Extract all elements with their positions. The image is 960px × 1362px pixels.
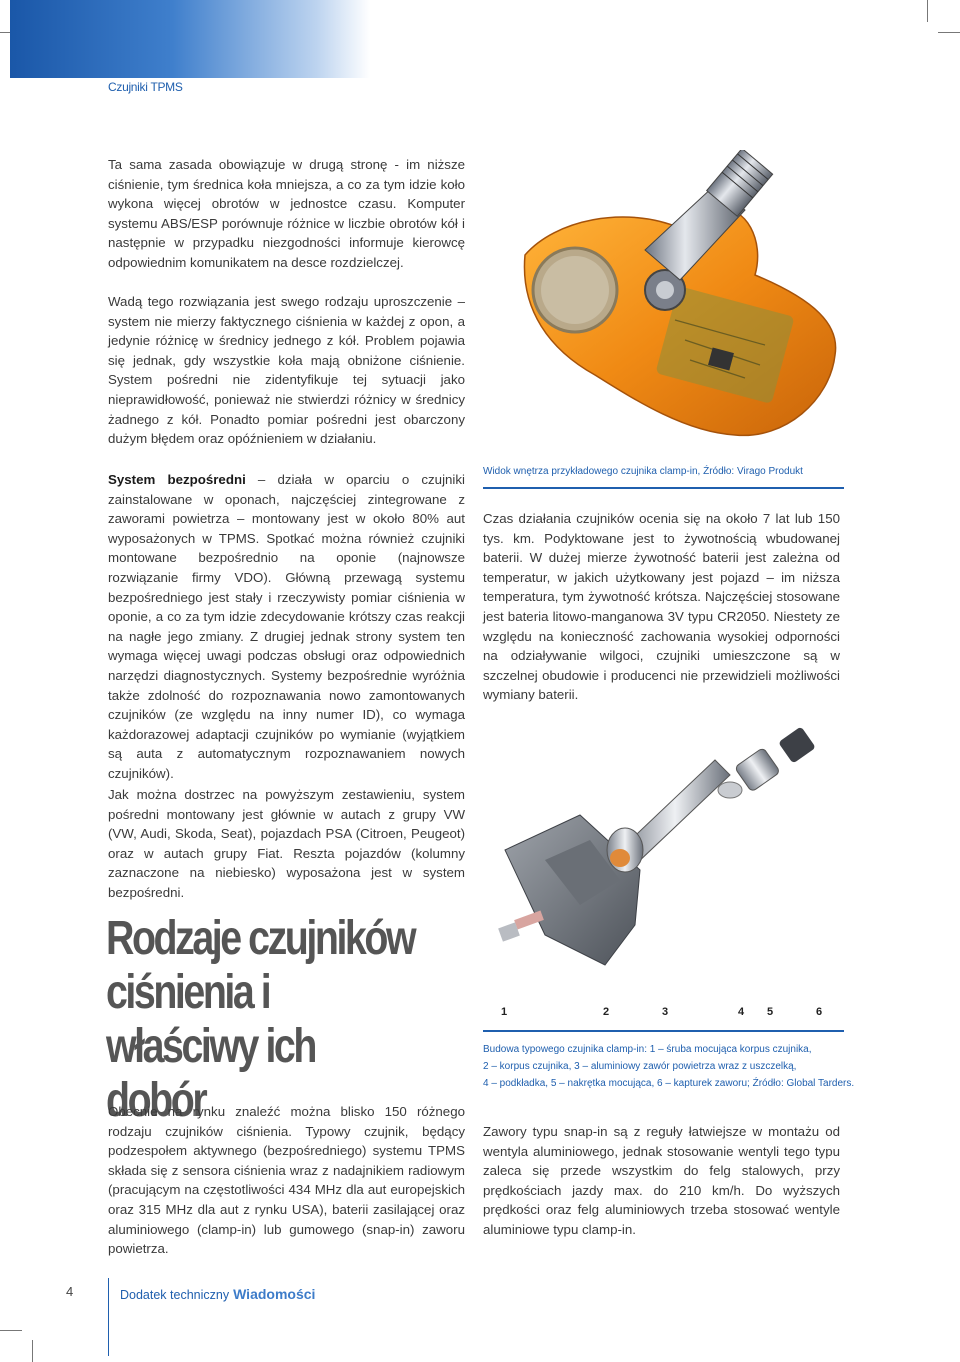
- caption-rule: [483, 487, 844, 489]
- running-head-bold: TPMS: [150, 80, 183, 94]
- part-number-1: 1: [501, 1006, 508, 1018]
- part-number-2: 2: [603, 1006, 610, 1018]
- crop-mark: [32, 1340, 33, 1362]
- section-heading: Rodzaje czujników ciśnienia i właściwy ich dobór: [106, 912, 415, 1127]
- right-paragraph-2: Zawory typu snap-in są z reguły łatwiejsze w montażu od wentyla aluminiowego, jednak stosowanie wentyli tego typu zaleca się przede wszystkim do felg stalowych, przy prędkościach jazdy max. do 210 km/h. Do wyższych prędkości oraz felg aluminiowych trzeba stosować wentyle aluminiowe typu clamp-in.: [483, 1124, 840, 1237]
- footer-rule: [108, 1278, 109, 1356]
- caption-rule-2: [483, 1030, 844, 1032]
- right-paragraph-1: Czas działania czujników ocenia się na około 7 lat lub 150 tys. km. Podyktowane jest to żywotnością wbudowanej baterii. W dużej mierze żywotność baterii jest zależna od temperatur, w jakich użytkowany jest pojazd – im niższa temperatura, tym żywotność krótsza. Najczęściej stosowane jest bateria litowo-manganowa 3V typu CR2050. Niestety ze względu na konieczność zachowania wysokiej odporności na odziaływanie wilgoci, czujniki umieszczone są w szczelnej obudowie i producenci nie przewidzieli możliwości wymiany baterii.: [483, 511, 840, 703]
- left-paragraph-4: Jak można dostrzec na powyższym zestawieniu, system pośredni montowany jest głównie w autach z grupy VW (VW, Audi, Skoda, Seat), pojazdach PSA (Citroen, Peugeot) oraz w autach grupy Fiat. Reszta pojazdów (kolumny zaznaczone na niebiesko) wyposażona jest w system bezpośredni.: [108, 787, 465, 900]
- sensor-interior-image: [515, 150, 855, 450]
- part-number-5: 5: [767, 1006, 774, 1018]
- left-paragraph-3: System bezpośredni – działa w oparciu o czujniki zainstalowane w oponach, najczęściej zintegrowane z zaworami powietrza – montowany jest w około 80% aut wyposażonych w TPMS. Spotkać można również czujniki montowane bezpośrednio na oponie (najnowsze rozwiązanie firmy VDO). Główną przewagą systemu bezpośredniego jest stały i rzeczywisty pomiar ciśnienia w oponie, a co za tym idzie zdecydowanie krótszy czas reakcji na nagłe jego zmiany. Z drugiej jednak strony system ten wymaga więcej uwagi podczas obsługi oraz odpowiednich narzędzi diagnostycznych. Systemy bezpośrednie wyróżnia także zdolność do rozpoznawania nowo zamontowanych czujników (ze względu na inny numer ID), co wymaga każdorazowej adaptacji czujników po wymianie (wyjątkiem są auta z automatycznym rozpoznawaniem nowych czujników).: [108, 472, 465, 781]
- page-number: 4: [66, 1284, 74, 1299]
- footer-brand: Wiadomości: [233, 1286, 316, 1302]
- paragraph-lead: System bezpośredni: [108, 472, 246, 487]
- part-number-3: 3: [662, 1006, 669, 1018]
- left-paragraph-5: Obecnie na rynku znaleźć można blisko 150 różnego rodzaju czujników ciśnienia. Typowy czujnik, będący podzespołem aktywnego (bezpośredniego) systemu TPMS składa się z sensora ciśnienia wraz z nadajnikiem radiowym (pracującym na częstotliwości 434 MHz dla aut europejskich oraz 315 MHz dla aut z rynku USA), baterii zasilającej oraz aluminiowego (clamp-in) lub gumowego (snap-in) zaworu powietrza.: [108, 1104, 465, 1257]
- crop-mark: [938, 32, 960, 33]
- crop-mark: [927, 0, 928, 22]
- sensor-exploded-image: [485, 720, 845, 1005]
- left-paragraph-1: Ta sama zasada obowiązuje w drugą stronę - im niższe ciśnienie, tym średnica koła mniejsza, a co za tym idzie koło wykona więcej obrotów w jednostce czasu. Komputer systemu ABS/ESP porównuje różnice w liczbie obrotów kół i następnie w przypadku niezgodności informuje kierowcę odpowiednim komunikatem na desce rozdzielczej.: [108, 157, 465, 270]
- part-number-4: 4: [738, 1006, 745, 1018]
- footer-label-text: Dodatek techniczny: [120, 1288, 230, 1302]
- left-paragraph-2: Wadą tego rozwiązania jest swego rodzaju uproszczenie – system nie mierzy faktycznego ciśnienia w każdej z opon, a jedynie różnicę w średnicy jednego z kół. Problem pojawia się jednak, gdy wszystkie koła mają obniżone ciśnienie. System pośredni nie zidentyfikuje tej sytuacji jako nieprawidłowość, ponieważ nie stwierdzi różnicy w średnicy żadnego z kół. Ponadto pomiar pośredni jest obarczony dużym błędem oraz opóźnieniem w działaniu.: [108, 294, 465, 447]
- part-number-6: 6: [816, 1006, 823, 1018]
- crop-mark: [0, 1330, 22, 1331]
- caption-sensor-exploded-line-1: Budowa typowego czujnika clamp-in: 1 – śruba mocująca korpus czujnika,: [483, 1044, 812, 1055]
- footer-label: [120, 1286, 315, 1302]
- header-banner: [10, 0, 370, 78]
- caption-sensor-exploded-line-3: 4 – podkładka, 5 – nakrętka mocująca, 6 – kapturek zaworu; Źródło: Global Tarders.: [483, 1078, 855, 1089]
- caption-sensor-interior: Widok wnętrza przykładowego czujnika clamp-in, Źródło: Virago Produkt: [483, 466, 803, 477]
- caption-sensor-exploded-line-2: 2 – korpus czujnika, 3 – aluminiowy zawór powietrza wraz z uszczelką,: [483, 1061, 797, 1072]
- running-head: [108, 80, 183, 94]
- running-head-prefix: Czujniki: [108, 80, 151, 94]
